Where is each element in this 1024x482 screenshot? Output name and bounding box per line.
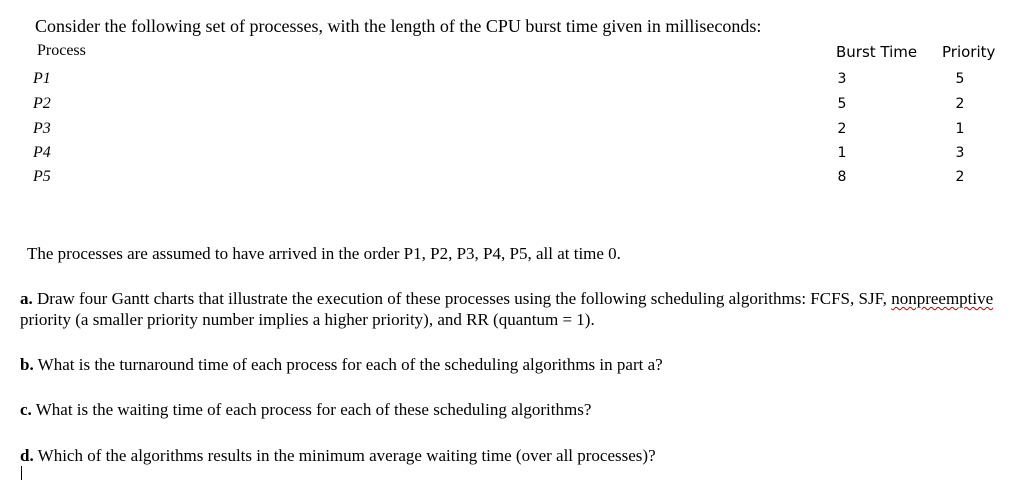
text-cursor	[21, 466, 22, 480]
question-a-label: a.	[20, 289, 33, 308]
priority-value: 5	[955, 71, 965, 87]
priority-value: 2	[955, 96, 965, 112]
burst-time-value: 5	[837, 96, 847, 112]
arrival-order-note: The processes are assumed to have arrived in the order P1, P2, P3, P4, P5, all at time 0.	[27, 244, 621, 263]
question-a-text-part1: Draw four Gantt charts that illustrate the execution of these processes using the following scheduling algorithms: FCFS, SJF,	[32, 289, 892, 308]
misspelled-word: nonpreemptive	[891, 289, 994, 308]
burst-time-value: 3	[837, 71, 847, 87]
process-name: P2	[33, 95, 51, 112]
process-name: P5	[33, 168, 51, 185]
question-c-label: c.	[20, 400, 32, 419]
question-d-text: Which of the algorithms results in the minimum average waiting time (over all processes)?	[33, 446, 656, 465]
question-c	[20, 400, 591, 420]
burst-time-value: 2	[837, 121, 847, 137]
process-name: P4	[33, 144, 51, 161]
question-d	[20, 446, 656, 466]
priority-column-header: Priority	[942, 43, 996, 61]
priority-value: 1	[955, 121, 965, 137]
question-b	[20, 355, 663, 375]
priority-value: 2	[955, 169, 965, 185]
question-a-text-part2: priority (a smaller priority number implies a higher priority), and RR (quantum = 1).	[20, 310, 595, 329]
process-name: P3	[33, 120, 51, 137]
burst-time-column-header: Burst Time	[836, 43, 918, 61]
question-c-text: What is the waiting time of each process for each of these scheduling algorithms?	[31, 400, 592, 419]
intro-text: Consider the following set of processes, with the length of the CPU burst time given in milliseconds:	[35, 16, 762, 36]
process-name: P1	[33, 70, 51, 87]
question-b-label: b.	[20, 355, 34, 374]
process-column-header: Process	[37, 42, 86, 59]
question-d-label: d.	[20, 446, 34, 465]
question-a	[20, 288, 1020, 330]
burst-time-value: 1	[837, 145, 847, 161]
burst-time-value: 8	[837, 169, 847, 185]
question-b-text: What is the turnaround time of each process for each of the scheduling algorithms in part a?	[33, 355, 663, 374]
priority-value: 3	[955, 145, 965, 161]
